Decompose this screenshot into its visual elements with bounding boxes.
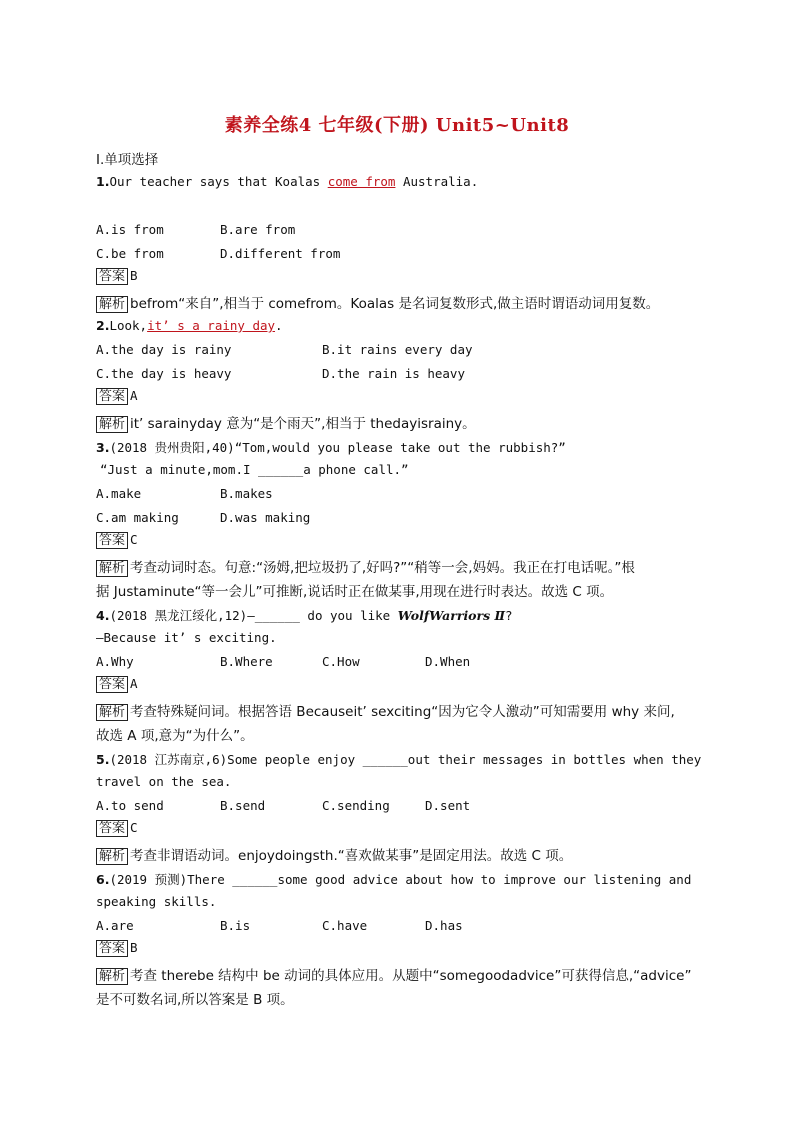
question-text: Australia. <box>395 174 479 189</box>
answer-value: B <box>130 940 138 955</box>
section-heading: Ⅰ.单项选择 <box>96 152 159 168</box>
analysis-text: 考查特殊疑问词。根据答语 Becauseit’ sexciting“因为它令人激动”可知需要用 why 来问, <box>130 704 675 720</box>
analysis-text: 考查非谓语动词。enjoydoingsth.“喜欢做某事”是固定用法。故选 C 项。 <box>130 848 573 864</box>
question-1 <box>96 174 478 189</box>
question-6-line2: speaking skills. <box>96 894 217 909</box>
answer-3 <box>96 532 138 549</box>
answer-value: C <box>130 532 138 547</box>
analysis-label: 解析 <box>96 848 128 865</box>
option-d: D.has <box>425 918 463 933</box>
question-4 <box>96 606 513 624</box>
analysis-6-line2: 是不可数名词,所以答案是 B 项。 <box>96 992 294 1008</box>
option-c: C.be from <box>96 246 164 261</box>
question-text: (2018 黑龙江绥化,12)—______ do you like <box>109 608 398 623</box>
analysis-label: 解析 <box>96 416 128 433</box>
question-text: ? <box>505 608 513 623</box>
option-d: D.the rain is heavy <box>322 366 465 381</box>
question-number: 4. <box>96 608 110 623</box>
analysis-label: 解析 <box>96 704 128 721</box>
option-d: D.sent <box>425 798 471 813</box>
answer-label: 答案 <box>96 268 128 285</box>
analysis-label: 解析 <box>96 560 128 577</box>
option-b: B.is <box>220 918 251 933</box>
answer-label: 答案 <box>96 676 128 693</box>
question-5-line2: travel on the sea. <box>96 774 232 789</box>
question-number: 6. <box>96 872 110 887</box>
option-c: C.am making <box>96 510 179 525</box>
question-number: 5. <box>96 752 110 767</box>
analysis-label: 解析 <box>96 296 128 313</box>
answer-label: 答案 <box>96 820 128 837</box>
analysis-1 <box>96 292 659 313</box>
option-b: B.Where <box>220 654 273 669</box>
option-a: A.the day is rainy <box>96 342 232 357</box>
question-text: Look, <box>109 318 148 333</box>
analysis-2 <box>96 412 476 433</box>
question-5 <box>96 750 701 768</box>
answer-value: A <box>130 676 138 691</box>
question-4-line2: —Because it’ s exciting. <box>96 630 277 645</box>
answer-value: C <box>130 820 138 835</box>
answer-value: B <box>130 268 138 283</box>
answer-6 <box>96 940 138 957</box>
movie-title: WolfWarriors Ⅱ <box>397 608 506 623</box>
answer-4 <box>96 676 138 693</box>
option-c: C.How <box>322 654 360 669</box>
option-b: B.are from <box>220 222 296 237</box>
question-number: 1. <box>96 174 110 189</box>
answer-5 <box>96 820 138 837</box>
underlined-phrase: come from <box>327 174 396 189</box>
answer-value: A <box>130 388 138 403</box>
option-a: A.make <box>96 486 142 501</box>
question-3-line2: “Just a minute,mom.I ______a phone call.” <box>100 462 409 477</box>
option-a: A.Why <box>96 654 134 669</box>
option-d: D.When <box>425 654 471 669</box>
question-number: 2. <box>96 318 110 333</box>
question-6 <box>96 870 691 888</box>
option-b: B.makes <box>220 486 273 501</box>
analysis-text: befrom“来自”,相当于 comefrom。Koalas 是名词复数形式,做主语时谓语动词用复数。 <box>130 296 660 312</box>
question-text: (2018 江苏南京,6)Some people enjoy ______out their messages in bottles when they <box>109 752 702 767</box>
option-d: D.was making <box>220 510 311 525</box>
question-text: . <box>275 318 283 333</box>
option-c: C.have <box>322 918 368 933</box>
analysis-6 <box>96 964 691 985</box>
question-2 <box>96 318 283 333</box>
question-3 <box>96 438 566 456</box>
option-a: A.to send <box>96 798 164 813</box>
analysis-4-line2: 故选 A 项,意为“为什么”。 <box>96 728 254 744</box>
question-text: (2018 贵州贵阳,40)“Tom,would you please take out the rubbish?” <box>109 440 566 455</box>
analysis-3 <box>96 556 635 577</box>
answer-2 <box>96 388 138 405</box>
page-title: 素养全练4 七年级(下册) Unit5~Unit8 <box>224 115 570 136</box>
answer-label: 答案 <box>96 532 128 549</box>
analysis-4 <box>96 700 675 721</box>
answer-1 <box>96 268 138 285</box>
analysis-label: 解析 <box>96 968 128 985</box>
option-b: B.it rains every day <box>322 342 473 357</box>
option-d: D.different from <box>220 246 341 261</box>
question-text: Our teacher says that Koalas <box>109 174 328 189</box>
underlined-phrase: it’ s a rainy day <box>147 318 276 333</box>
analysis-text: it’ sarainyday 意为“是个雨天”,相当于 thedayisrainy。 <box>130 416 476 432</box>
option-b: B.send <box>220 798 266 813</box>
option-c: C.the day is heavy <box>96 366 232 381</box>
analysis-text: 考查动词时态。句意:“汤姆,把垃圾扔了,好吗?”“稍等一会,妈妈。我正在打电话呢。”根 <box>130 560 635 576</box>
question-text: (2019 预测)There ______some good advice about how to improve our listening and <box>109 872 692 887</box>
option-a: A.is from <box>96 222 164 237</box>
analysis-5 <box>96 844 572 865</box>
option-a: A.are <box>96 918 134 933</box>
answer-label: 答案 <box>96 388 128 405</box>
option-c: C.sending <box>322 798 390 813</box>
analysis-3-line2: 据 Justaminute“等一会儿”可推断,说话时正在做某事,用现在进行时表达。故选 C 项。 <box>96 584 614 600</box>
analysis-text: 考查 therebe 结构中 be 动词的具体应用。从题中“somegoodadvice”可获得信息,“advice” <box>130 968 692 984</box>
answer-label: 答案 <box>96 940 128 957</box>
question-number: 3. <box>96 440 110 455</box>
